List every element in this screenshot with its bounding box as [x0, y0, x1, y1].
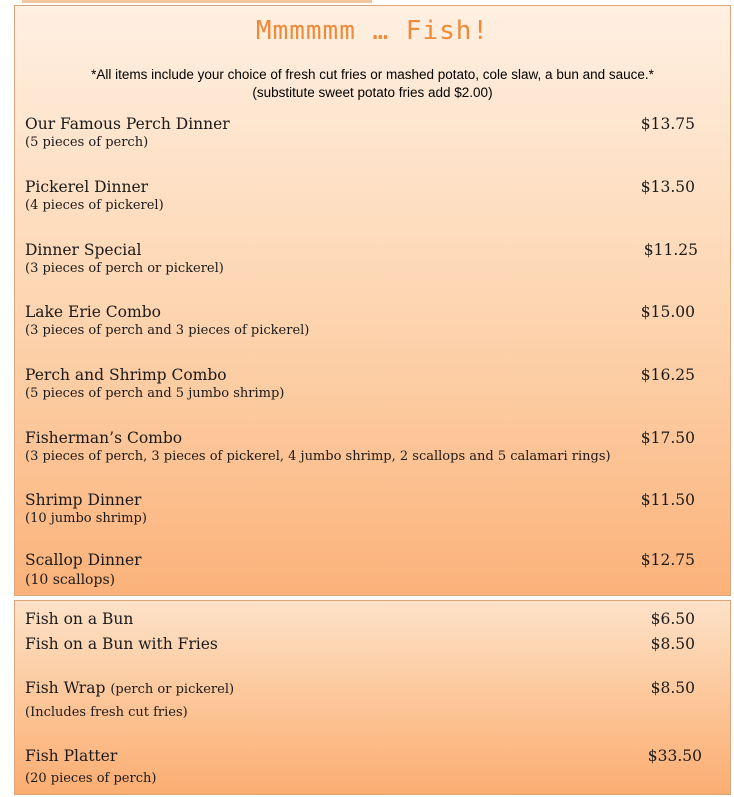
menu-item-name-row — [25, 678, 710, 700]
section-title: Mmmmmm … Fish! — [255, 16, 490, 46]
menu-item-description: (10 scallops) — [25, 572, 116, 588]
menu-item-name: Perch and Shrimp Combo — [25, 366, 227, 384]
menu-item-description: (4 pieces of pickerel) — [25, 198, 164, 213]
menu-item-name: Our Famous Perch Dinner — [25, 115, 230, 133]
menu-item-fish-on-bun — [25, 609, 710, 629]
menu-item-lake-erie-combo — [25, 302, 710, 340]
menu-item-name: Dinner Special — [25, 241, 142, 259]
menu-item-price: $8.50 — [650, 635, 695, 653]
fish-menu-section — [14, 5, 731, 596]
menu-item-price: $13.75 — [640, 115, 695, 133]
menu-item-name: Scallop Dinner — [25, 551, 142, 569]
menu-item-price: $8.50 — [650, 679, 695, 697]
menu-item-name: Shrimp Dinner — [25, 491, 142, 509]
menu-item-description: (3 pieces of perch or pickerel) — [25, 261, 224, 276]
menu-item-name: Pickerel Dinner — [25, 178, 149, 196]
menu-item-description: (Includes fresh cut fries) — [25, 705, 188, 720]
menu-item-fish-on-bun-fries — [25, 634, 710, 654]
menu-item-qualifier: (perch or pickerel) — [110, 682, 235, 697]
menu-item-name: Fish Platter — [25, 747, 118, 765]
menu-item-shrimp-dinner — [25, 490, 710, 528]
menu-item-pickerel-dinner — [25, 177, 710, 215]
menu-item-fishermans-combo — [25, 428, 710, 466]
menu-item-description: (10 jumbo shrimp) — [25, 511, 147, 526]
menu-item-name: Fish on a Bun — [25, 610, 134, 628]
menu-item-description: (20 pieces of perch) — [25, 771, 157, 786]
menu-item-price: $13.50 — [640, 178, 695, 196]
menu-item-scallop-dinner — [25, 550, 710, 590]
menu-note — [15, 66, 730, 102]
menu-item-fish-platter — [25, 746, 710, 788]
menu-note-line-1: *All items include your choice of fresh cut fries or mashed potato, cole slaw, a bun and sauce.* — [91, 67, 654, 82]
menu-item-price: $16.25 — [640, 366, 695, 384]
menu-item-price: $33.50 — [647, 747, 702, 765]
menu-item-perch-shrimp-combo — [25, 365, 710, 403]
menu-item-name: Fish Wrap — [25, 679, 106, 697]
menu-item-description: (3 pieces of perch and 3 pieces of pickerel) — [25, 323, 310, 338]
menu-item-price: $6.50 — [650, 610, 695, 628]
menu-item-description: (5 pieces of perch and 5 jumbo shrimp) — [25, 386, 285, 401]
menu-item-price: $17.50 — [640, 429, 695, 447]
menu-item-dinner-special — [25, 240, 710, 278]
menu-item-perch-dinner — [25, 114, 710, 152]
fish-extras-section — [14, 600, 731, 795]
top-border-fragment — [22, 0, 372, 3]
menu-item-price: $11.50 — [640, 491, 695, 509]
menu-item-price: $11.25 — [643, 241, 698, 259]
menu-item-description: (3 pieces of perch, 3 pieces of pickerel, 4 jumbo shrimp, 2 scallops and 5 calamari rings) — [25, 449, 611, 464]
menu-item-description: (5 pieces of perch) — [25, 135, 149, 150]
menu-item-fish-wrap — [25, 678, 710, 722]
menu-item-name: Fisherman’s Combo — [25, 429, 183, 447]
menu-note-line-2: (substitute sweet potato fries add $2.00) — [252, 85, 493, 100]
menu-item-price: $12.75 — [640, 551, 695, 569]
menu-item-price: $15.00 — [640, 303, 695, 321]
menu-item-name: Lake Erie Combo — [25, 303, 161, 321]
menu-item-name: Fish on a Bun with Fries — [25, 635, 218, 653]
